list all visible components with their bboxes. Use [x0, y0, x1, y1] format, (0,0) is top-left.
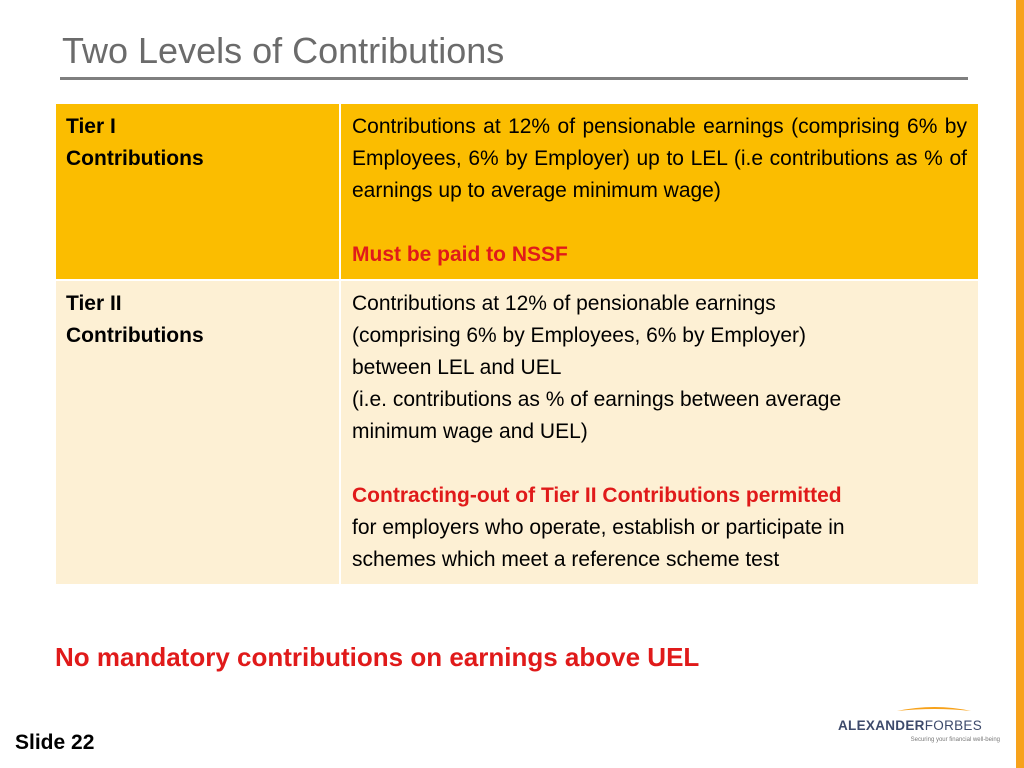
logo-brand-part-1: ALEXANDER — [838, 718, 925, 733]
tier-2-description-cell — [340, 280, 979, 585]
tier-1-label-line-2: Contributions — [66, 147, 204, 170]
tier-1-description-cell — [340, 103, 979, 280]
tier-1-highlight: Must be paid to NSSF — [352, 243, 568, 266]
tier-2-label-line-2: Contributions — [66, 324, 204, 347]
uel-footnote: No mandatory contributions on earnings above UEL — [55, 642, 700, 672]
alexander-forbes-logo — [835, 704, 1007, 750]
logo-swoosh-icon — [897, 707, 971, 711]
slide-title: Two Levels of Contributions — [62, 30, 505, 71]
title-underline — [60, 77, 968, 80]
tier-2-label-cell — [55, 280, 340, 585]
right-accent-bar — [1016, 0, 1024, 768]
tier-2-description-line: Contributions at 12% of pensionable earnings — [352, 292, 776, 315]
tier-1-description: Contributions at 12% of pensionable earnings (comprising 6% by Employees, 6% by Employer) up to LEL (i.e contributions as % of earnings up to average minimum wage) — [352, 115, 967, 202]
logo-brand-part-2: FORBES — [924, 718, 983, 733]
table-row-tier-1 — [55, 103, 979, 280]
slide-number: Slide 22 — [15, 731, 95, 754]
tier-2-label-line-1: Tier II — [66, 292, 122, 315]
tier-2-highlight-tail-line: for employers who operate, establish or participate in — [352, 516, 845, 539]
tier-2-spacer — [352, 448, 967, 480]
table-row-tier-2 — [55, 280, 979, 585]
logo-wordmark — [838, 718, 982, 733]
logo-tagline: Securing your financial well-being — [910, 737, 1000, 743]
tier-1-label-cell — [55, 103, 340, 280]
tier-2-highlight: Contracting-out of Tier II Contributions permitted — [352, 484, 842, 507]
tier-2-highlight-tail-line: schemes which meet a reference scheme test — [352, 548, 780, 571]
tier-2-description-line: minimum wage and UEL) — [352, 420, 588, 443]
tier-2-description-line: (i.e. contributions as % of earnings between average — [352, 388, 842, 411]
contributions-table — [54, 102, 980, 586]
tier-1-label-line-1: Tier I — [66, 115, 116, 138]
tier-2-description-line: (comprising 6% by Employees, 6% by Employer) — [352, 324, 807, 347]
tier-1-spacer — [352, 207, 967, 239]
tier-2-description-line: between LEL and UEL — [352, 356, 562, 379]
